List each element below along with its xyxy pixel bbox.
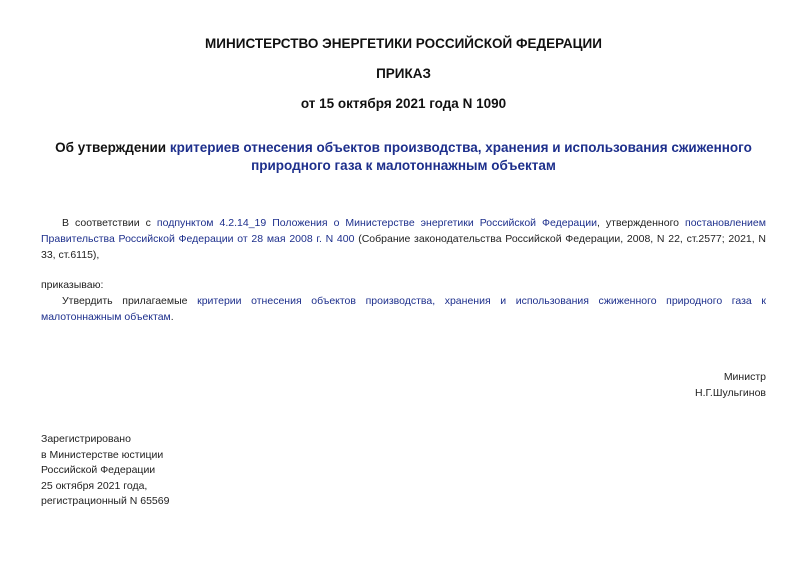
date-number-heading: от 15 октября 2021 года N 1090 — [300, 96, 507, 111]
government-decree-link[interactable]: постановлением Правительства Российской Федерации от 28 мая 2008 г. N 400 — [41, 217, 766, 245]
p1-text2: , утвержденного — [597, 217, 686, 229]
doc-type-heading: ПРИКАЗ — [376, 66, 431, 81]
title-criteria-link[interactable]: критериев отнесения объектов производства, хранения и использования сжиженного природного газа к малотоннажным объектам — [169, 140, 752, 173]
p3-text1: Утвердить прилагаемые — [62, 295, 198, 307]
document-title — [40, 139, 767, 175]
criteria-link[interactable]: критерии отнесения объектов производства, хранения и использования сжиженного природного газа к малотоннажным объектам — [41, 295, 766, 323]
registration-block — [41, 432, 169, 510]
signature-position: Министр — [723, 371, 766, 383]
signature-name: Н.Г.Шульгинов — [695, 387, 766, 399]
paragraph-approve — [41, 293, 766, 325]
paragraph-basis — [41, 215, 766, 263]
p1-text3: (Собрание законодательства Российской Федерации, 2008, N 22, ст.2577; 2021, N 33, ст.6115), — [41, 233, 767, 261]
ministry-heading: МИНИСТЕРСТВО ЭНЕРГЕТИКИ РОССИЙСКОЙ ФЕДЕРАЦИИ — [205, 36, 602, 51]
registration-line: Зарегистрировано — [41, 433, 131, 445]
registration-line: Российской Федерации — [41, 464, 156, 476]
title-prefix: Об утверждении — [55, 140, 170, 155]
p3-text2: . — [170, 311, 174, 323]
p1-text1: В соответствии с — [62, 217, 157, 229]
registration-line: в Министерстве юстиции — [41, 448, 164, 461]
registration-line: 25 октября 2021 года, — [41, 479, 148, 492]
registration-line: регистрационный N 65569 — [41, 495, 170, 507]
regulation-subclause-link[interactable]: подпунктом 4.2.14_19 Положения о Министерстве энергетики Российской Федерации — [156, 217, 598, 229]
order-word: приказываю: — [41, 279, 104, 291]
